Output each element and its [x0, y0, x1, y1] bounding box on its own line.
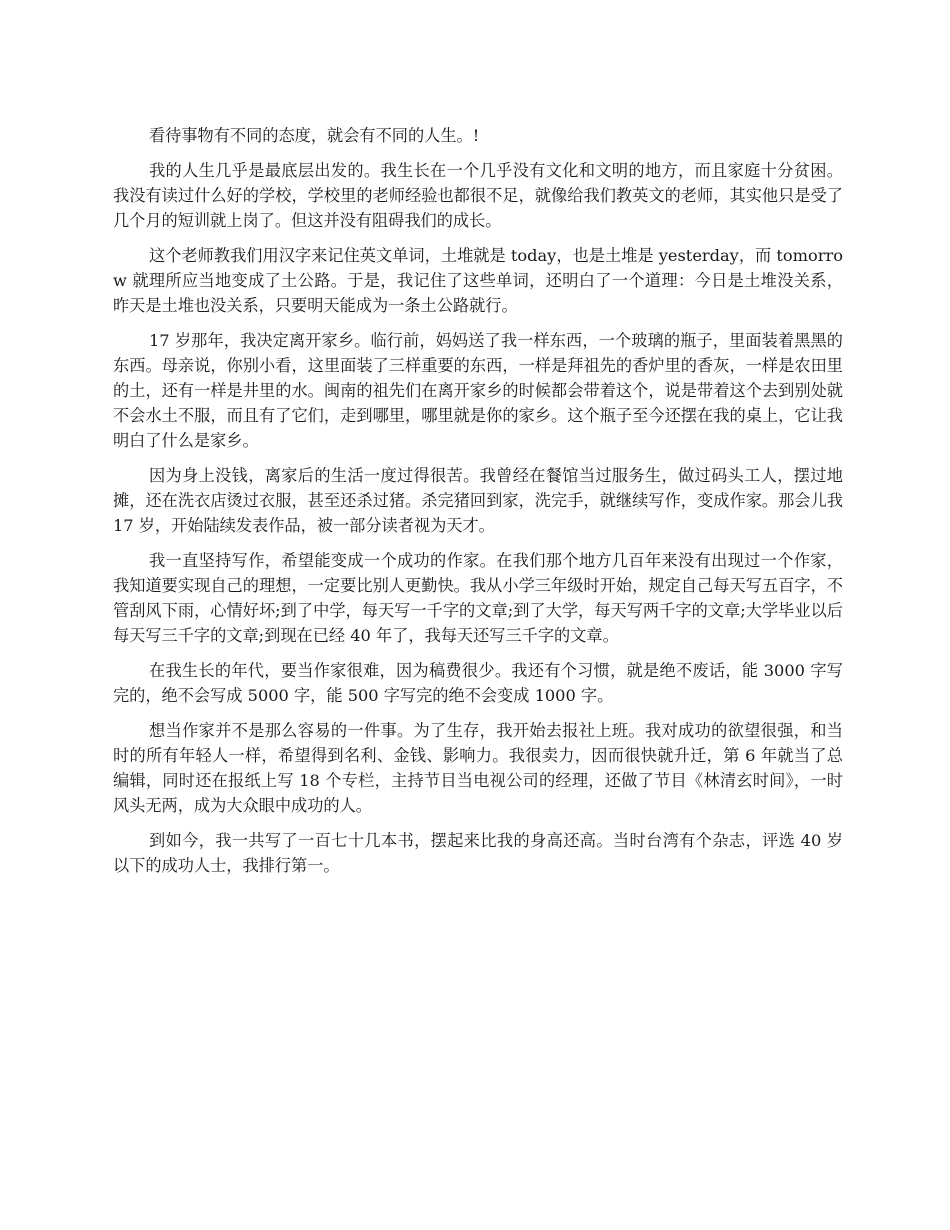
article-body	[113, 123, 843, 888]
paragraph-5: 因为身上没钱，离家后的生活一度过得很苦。我曾经在餐馆当过服务生，做过码头工人，摆过地摊，还在洗衣店烫过衣服，甚至还杀过猪。杀完猪回到家，洗完手，就继续写作，变成作家。那会儿我 17 岁，开始陆续发表作品，被一部分读者视为天才。	[113, 466, 843, 535]
paragraph-6: 我一直坚持写作，希望能变成一个成功的作家。在我们那个地方几百年来没有出现过一个作家，我知道要实现自己的理想，一定要比别人更勤快。我从小学三年级时开始，规定自己每天写五百字，不管刮风下雨，心情好坏;到了中学，每天写一千字的文章;到了大学，每天写两千字的文章;大学毕业以后每天写三千字的文章;到现在已经 40 年了，我每天还写三千字的文章。	[113, 551, 843, 645]
paragraph-2: 我的人生几乎是最底层出发的。我生长在一个几乎没有文化和文明的地方，而且家庭十分贫困。我没有读过什么好的学校，学校里的老师经验也都很不足，就像给我们教英文的老师，其实他只是受了几个月的短训就上岗了。但这并没有阻碍我们的成长。	[113, 161, 843, 230]
paragraph-8: 想当作家并不是那么容易的一件事。为了生存，我开始去报社上班。我对成功的欲望很强，和当时的所有年轻人一样，希望得到名利、金钱、影响力。我很卖力，因而很快就升迁，第 6 年就当了总编辑，同时还在报纸上写 18 个专栏，主持节目当电视公司的经理，还做了节目《林清玄时间》，一时风头无两，成为大众眼中成功的人。	[113, 721, 843, 815]
paragraph-3: 这个老师教我们用汉字来记住英文单词，土堆就是 today，也是土堆是 yesterday，而 tomorrow 就理所应当地变成了土公路。于是，我记住了这些单词，还明白了一个道理：今日是土堆没关系，昨天是土堆也没关系，只要明天能成为一条土公路就行。	[113, 246, 843, 315]
paragraph-7: 在我生长的年代，要当作家很难，因为稿费很少。我还有个习惯，就是绝不废话，能 3000 字写完的，绝不会写成 5000 字，能 500 字写完的绝不会变成 1000 字。	[113, 661, 843, 705]
paragraph-9: 到如今，我一共写了一百七十几本书，摆起来比我的身高还高。当时台湾有个杂志，评选 40 岁以下的成功人士，我排行第一。	[113, 831, 843, 875]
paragraph-1: 看待事物有不同的态度，就会有不同的人生。!	[149, 126, 480, 145]
paragraph-4: 17 岁那年，我决定离开家乡。临行前，妈妈送了我一样东西，一个玻璃的瓶子，里面装着黑黑的东西。母亲说，你别小看，这里面装了三样重要的东西，一样是拜祖先的香炉里的香灰，一样是农田里的土，还有一样是井里的水。闽南的祖先们在离开家乡的时候都会带着这个，说是带着这个去到别处就不会水土不服，而且有了它们，走到哪里，哪里就是你的家乡。这个瓶子至今还摆在我的桌上，它让我明白了什么是家乡。	[113, 331, 843, 450]
